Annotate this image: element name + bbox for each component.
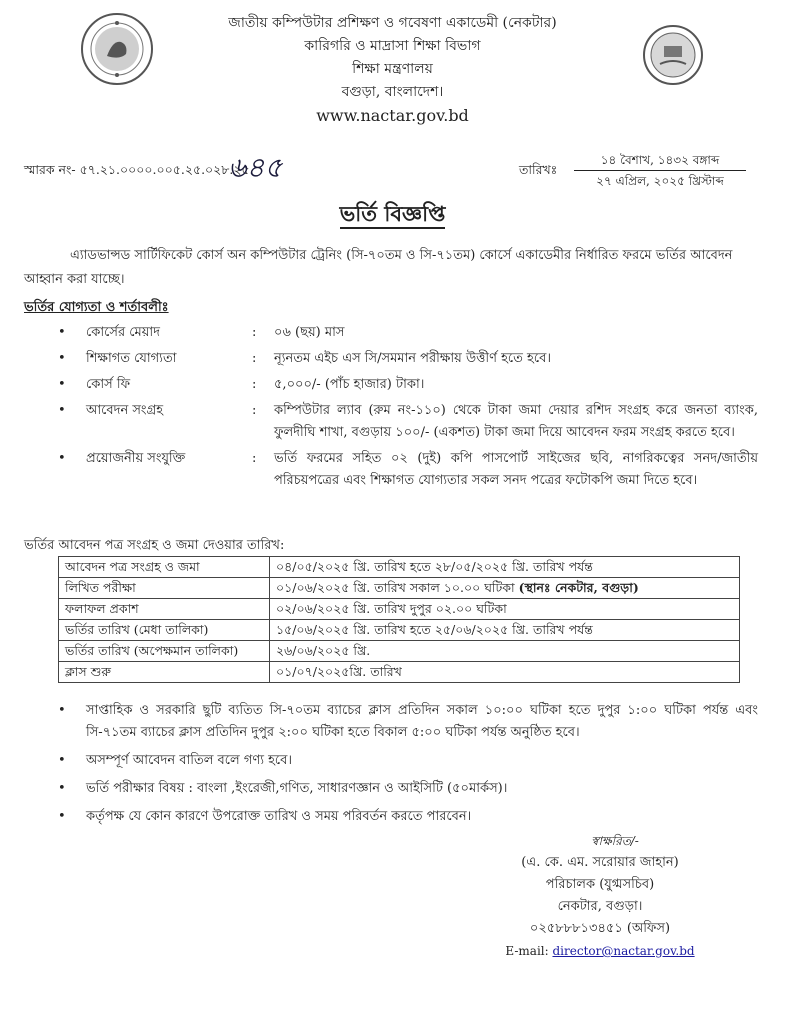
schedule-event: ফলাফল প্রকাশ xyxy=(59,599,270,620)
location: বগুড়া, বাংলাদেশ। xyxy=(341,84,444,100)
bullet: • xyxy=(58,809,66,824)
note-text: অসম্পূর্ণ আবেদন বাতিল বলে গণ্য হবে। xyxy=(86,753,293,768)
notes-list xyxy=(58,700,758,834)
criteria-label: আবেদন সংগ্রহ xyxy=(86,403,164,418)
signed-mark: স্বাক্ষরিত/- xyxy=(591,834,639,848)
colon: : xyxy=(252,325,257,340)
note-text: কর্তৃপক্ষ যে কোন কারণে উপরোক্ত তারিখ ও সময় পরিবর্তন করতে পারবেন। xyxy=(86,809,472,824)
page-title xyxy=(0,198,785,233)
criteria-label: কোর্সের মেয়াদ xyxy=(86,325,160,340)
criteria-item xyxy=(58,400,758,444)
schedule-detail-bold: (স্থানঃ নেকটার, বগুড়া) xyxy=(518,580,639,595)
date-bangla: ১৪ বৈশাখ, ১৪৩২ বঙ্গাব্দ xyxy=(574,150,746,171)
schedule-detail-text: ০১/০৭/২০২৫খ্রি. তারিখ xyxy=(276,664,402,679)
criteria-value: ০৬ (ছয়) মাস xyxy=(274,325,345,340)
schedule-event: ভর্তির তারিখ (মেধা তালিকা) xyxy=(59,620,270,641)
schedule-detail xyxy=(270,578,740,599)
table-row xyxy=(59,620,740,641)
table-row xyxy=(59,557,740,578)
schedule-detail xyxy=(270,662,740,683)
table-row xyxy=(59,599,740,620)
schedule-detail-text: ০৪/০৫/২০২৫ খ্রি. তারিখ হতে ২৮/০৫/২০২৫ খ্রি. তারিখ পর্যন্ত xyxy=(276,559,593,574)
bullet: • xyxy=(58,781,66,796)
email-label: E-mail: xyxy=(505,944,553,958)
note-text: সাপ্তাহিক ও সরকারি ছুটি ব্যতিত সি-৭০তম ব্যাচের ক্লাস প্রতিদিন সকাল ১০:০০ ঘটিকা হতে দুপুর ১:০০ ঘটিকা পর্যন্ত এবং সি-৭১তম ব্যাচের ক্লাস প্রতিদিন দুপুর ২:০০ ঘটিকা হতে বিকাল ৫:০০ ঘটিকা পর্যন্ত অনুষ্ঠিত হবে। xyxy=(86,703,758,740)
criteria-value: ন্যূনতম এইচ এস সি/সমমান পরীক্ষায় উত্তীর্ণ হতে হবে। xyxy=(274,351,551,366)
criteria-item xyxy=(58,374,758,396)
criteria-label: প্রয়োজনীয় সংযুক্তি xyxy=(86,451,186,466)
signatory-name: (এ. কে. এম. সরোয়ার জাহান) xyxy=(521,855,679,870)
criteria-value: ভর্তি ফরমের সহিত ০২ (দুই) কপি পাসপোর্ট সাইজের ছবি, নাগরিকত্বের সনদ/জাতীয় পরিচয়পত্রের এবং শিক্ষাগত যোগ্যতার সকল সনদ পত্রের ফটোকপি জমা দিতে হবে। xyxy=(274,451,758,488)
schedule-detail-text: ১৫/০৬/২০২৫ খ্রি. তারিখ হতে ২৫/০৬/২০২৫ খ্রি. তারিখ পর্যন্ত xyxy=(276,622,593,637)
bullet: • xyxy=(58,377,66,392)
criteria-item xyxy=(58,348,758,370)
schedule-detail xyxy=(270,620,740,641)
criteria-heading: ভর্তির যোগ্যতা ও শর্তাবলীঃ xyxy=(24,300,169,315)
criteria-label: কোর্স ফি xyxy=(86,377,131,392)
division-name: কারিগরি ও মাদ্রাসা শিক্ষা বিভাগ xyxy=(304,38,481,54)
criteria-value: কম্পিউটার ল্যাব (রুম নং-১১০) থেকে টাকা জমা দেয়ার রশিদ সংগ্রহ করে জনতা ব্যাংক, ফুলদীঘি শাখা, বগুড়ায় ১০০/- (একশত) টাকা জমা দিয়ে আবেদন ফরম সংগ্রহ করতে হবে। xyxy=(274,403,758,440)
list-item xyxy=(58,750,758,772)
page-title-text: ভর্তি বিজ্ঞপ্তি xyxy=(340,201,446,229)
colon: : xyxy=(252,351,257,366)
bullet: • xyxy=(58,325,66,340)
criteria-list xyxy=(58,322,758,496)
colon: : xyxy=(252,377,257,392)
criteria-label: শিক্ষাগত যোগ্যতা xyxy=(86,351,177,366)
schedule-event: ক্লাস শুরু xyxy=(59,662,270,683)
letterhead xyxy=(0,12,785,127)
memo-handwritten-number: ৬৪৫ xyxy=(228,151,283,184)
schedule-caption: ভর্তির আবেদন পত্র সংগ্রহ ও জমা দেওয়ার তারিখ: xyxy=(24,538,285,553)
schedule-event: লিখিত পরীক্ষা xyxy=(59,578,270,599)
bullet: • xyxy=(58,451,66,466)
org-name: জাতীয় কম্পিউটার প্রশিক্ষণ ও গবেষণা একাডেমী (নেকটার) xyxy=(228,15,557,31)
colon: : xyxy=(252,403,257,418)
criteria-value: ৫,০০০/- (পাঁচ হাজার) টাকা। xyxy=(274,377,425,392)
signatory-designation: পরিচালক (যুগ্মসচিব) xyxy=(545,877,655,892)
schedule-event: আবেদন পত্র সংগ্রহ ও জমা xyxy=(59,557,270,578)
bullet: • xyxy=(58,403,66,418)
intro-paragraph: এ্যাডভান্সড সার্টিফিকেট কোর্স অন কম্পিউটার ট্রেনিং (সি-৭০তম ও সি-৭১তম) কোর্সে একাডেমীর নির্ধারিত ফরমে ভর্তির আবেদন আহ্বান করা যাচ্ছে। xyxy=(24,248,733,287)
note-text: ভর্তি পরীক্ষার বিষয় : বাংলা ,ইংরেজী,গণিত, সাধারণজ্ঞান ও আইসিটি (৫০মার্কস)। xyxy=(86,781,508,796)
schedule-table xyxy=(58,556,740,683)
email-row xyxy=(480,940,720,962)
ministry-name: শিক্ষা মন্ত্রণালয় xyxy=(352,61,433,77)
colon: : xyxy=(252,451,257,466)
list-item xyxy=(58,806,758,828)
date-label: তারিখঃ xyxy=(519,162,558,177)
bullet: • xyxy=(58,351,66,366)
table-row xyxy=(59,578,740,599)
memo-number: স্মারক নং- ৫৭.২১.০০০০.০০৫.২৫.০২৮.২৫. xyxy=(24,162,254,177)
schedule-event: ভর্তির তারিখ (অপেক্ষমান তালিকা) xyxy=(59,641,270,662)
signature-block xyxy=(480,830,720,962)
table-row xyxy=(59,662,740,683)
list-item xyxy=(58,778,758,800)
email-link[interactable]: director@nactar.gov.bd xyxy=(552,944,695,958)
list-item xyxy=(58,700,758,744)
signatory-office: নেকটার, বগুড়া। xyxy=(557,899,643,914)
table-row xyxy=(59,641,740,662)
schedule-detail-text: ২৬/০৬/২০২৫ খ্রি. xyxy=(276,643,371,658)
date-english: ২৭ এপ্রিল, ২০২৫ খ্রিস্টাব্দ xyxy=(596,174,724,188)
bullet: • xyxy=(58,703,66,718)
date-block xyxy=(574,150,746,191)
bullet: • xyxy=(58,753,66,768)
schedule-detail xyxy=(270,599,740,620)
schedule-detail xyxy=(270,641,740,662)
signatory-phone: ০২৫৮৮৮১৩৪৫১ (অফিস) xyxy=(529,921,671,936)
website-link[interactable]: www.nactar.gov.bd xyxy=(316,106,469,125)
schedule-detail-text: ০২/০৬/২০২৫ খ্রি. তারিখ দুপুর ০২.০০ ঘটিকা xyxy=(276,601,507,616)
schedule-detail xyxy=(270,557,740,578)
schedule-detail-text: ০১/০৬/২০২৫ খ্রি. তারিখ সকাল ১০.০০ ঘটিকা xyxy=(276,580,519,595)
criteria-item xyxy=(58,448,758,492)
criteria-item xyxy=(58,322,758,344)
